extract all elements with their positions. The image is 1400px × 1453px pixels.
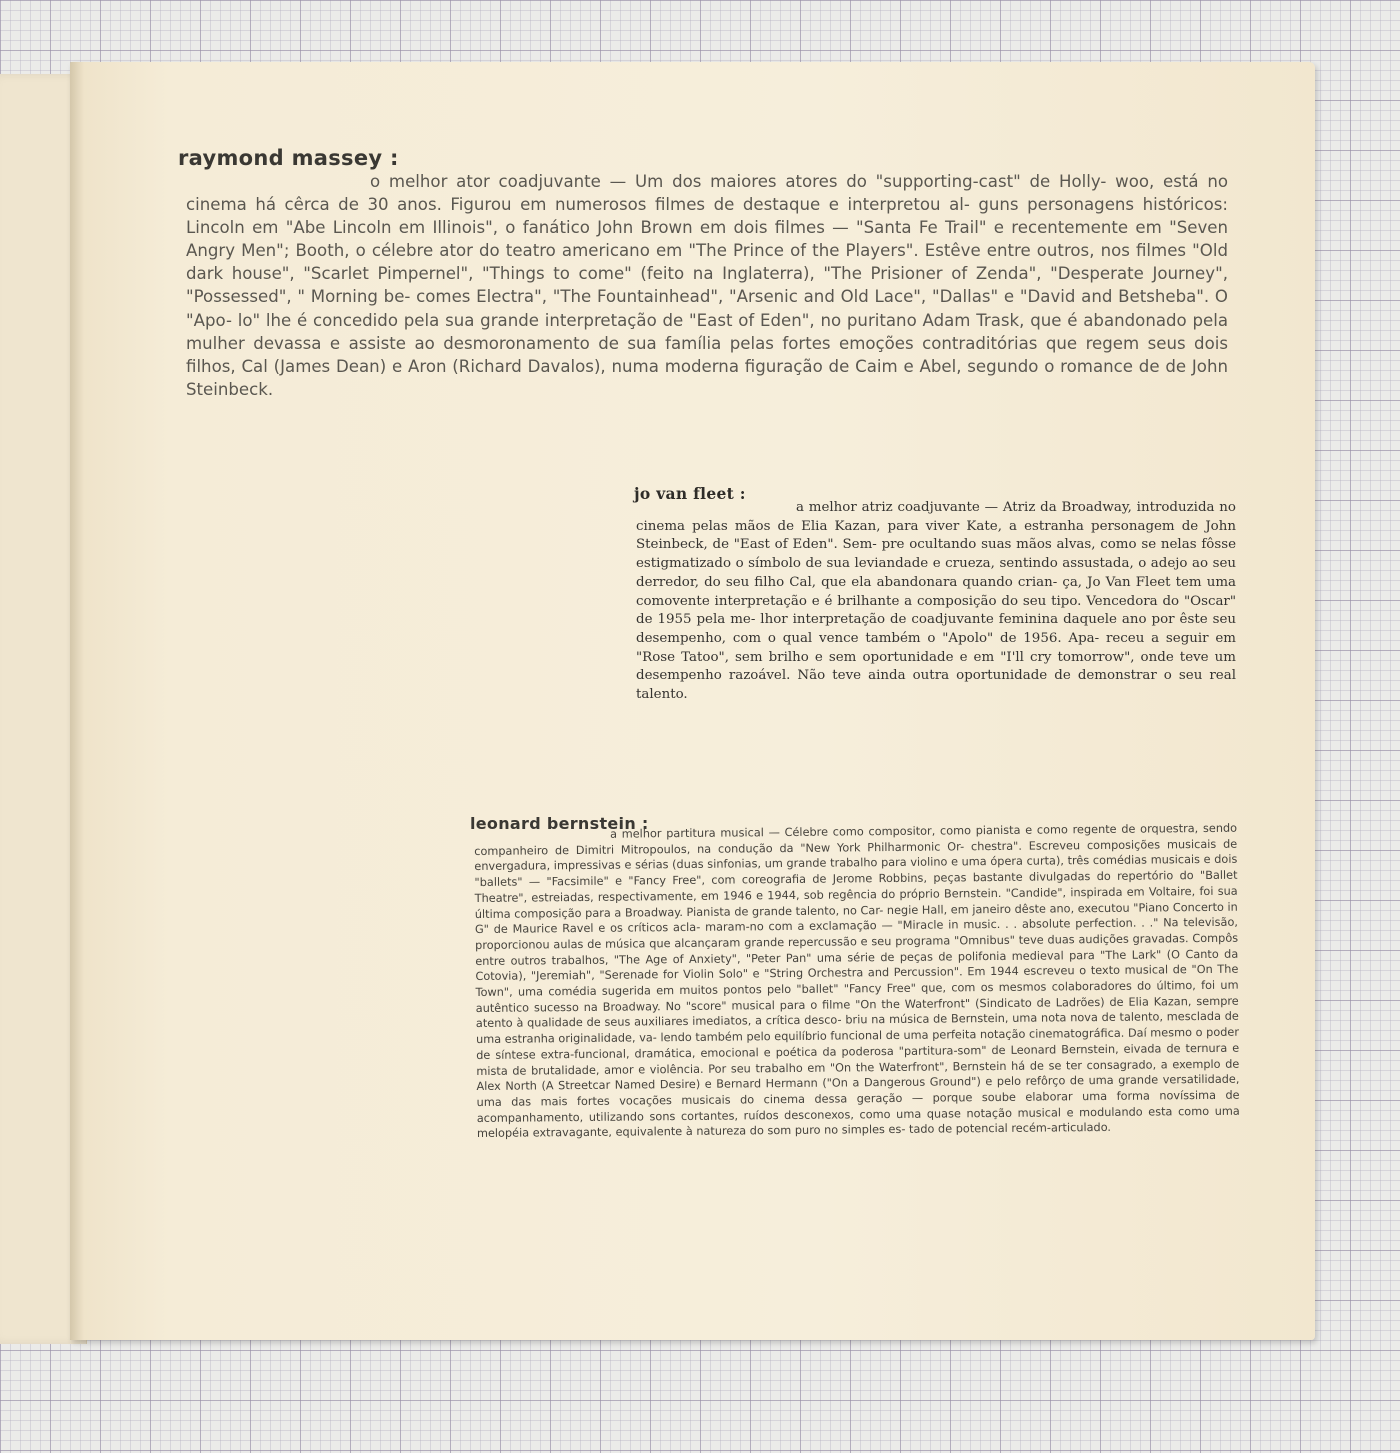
section-body-jo-van-fleet: a melhor atriz coadjuvante — Atriz da Broadway, introduzida no cinema pelas mãos de Elia Kazan, para viver Kate, a estranha personagem de John Steinbeck, de "East of Eden". Sem- pre ocultando suas mãos alvas, como se nelas fôsse estigmatizado o símbolo de sua leviandade e crueza, sentindo assustada, o adejo ao seu derredor, do seu filho Cal, que ela abandonara quando crian- ça, Jo Van Fleet tem uma comovente interpretação e é brilhante a composição do seu tipo. Vencedora do "Oscar" de 1955 pela me- lhor interpretação de coadjuvante feminina daquele ano por êste seu desempenho, com o qual vence também o "Apolo" de 1956. Apa- receu a seguir em "Rose Tatoo", sem brilho e sem oportunidade e em "I'll cry tomorrow", onde teve um desempenho razoável. Não teve ainda outra oportunidade de demonstrar o seu real talento. <box>636 500 1236 703</box>
page-fold-shadow <box>70 62 84 1340</box>
section-title-jo-van-fleet: jo van fleet : <box>634 484 746 503</box>
section-title-raymond-massey: raymond massey : <box>178 146 399 170</box>
section-body-raymond-massey: o melhor ator coadjuvante — Um dos maiores atores do "supporting-cast" de Holly- woo, está no cinema há cêrca de 30 anos. Figurou em numerosos filmes de destaque e interpretou al- guns personagens históricos: Lincoln em "Abe Lincoln em Illinois", o fanático John Brown em dois filmes — "Santa Fe Trail" e recentemente em "Seven Angry Men"; Booth, o célebre ator do teatro americano em "The Prince of the Players". Estêve entre outros, nos filmes "Old dark house", "Scarlet Pimpernel", "Things to come" (feito na Inglaterra), "The Prisioner of Zenda", "Desperate Journey", "Possessed", " Morning be- comes Electra", "The Fountainhead", "Arsenic and Old Lace", "Dallas" e "David and Betsheba". O "Apo- lo" lhe é concedido pela sua grande interpretação de "East of Eden", no puritano Adam Trask, que é abandonado pela mulher devassa e assiste ao desmoronamento de sua família pelas fortes emoções contraditórias que regem seus dois filhos, Cal (James Dean) e Aron (Richard Davalos), numa moderna figuração de Caim e Abel, segundo o romance de de John Steinbeck. <box>186 172 1228 399</box>
section-title-leonard-bernstein: leonard bernstein : <box>470 814 649 833</box>
section-body-leonard-bernstein: a melhor partitura musical — Célebre como compositor, como pianista e como regente de orquestra, sendo companheiro de Dimitri Mitropoulos, na condução da "New York Philharmonic Or- chestra". Escreveu composições musicais de envergadura, impressivas e sérias (duas sinfonias, um grande trabalho para violino e uma ópera curta), três comédias musicais e dois "ballets" — "Facsimile" e "Fancy Free", com coreografia de Jerome Robbins, peças bastante divulgadas do repertório do "Ballet Theatre", estreiadas, respectivamente, em 1946 e 1944, sob regência do próprio Bernstein. "Candide", inspirada em Voltaire, foi sua última composição para a Broadway. Pianista de grande talento, no Car- negie Hall, em janeiro dêste ano, executou "Piano Concerto in G" de Maurice Ravel e os críticos acla- maram-no com a exclamação — "Miracle in music. . . absolute perfection. . ." Na televisão, proporcionou aulas de música que alcançaram grande repercussão e seu programa "Omnibus" teve duas audições gravadas. Compôs entre outros trabalhos, "The Age of Anxiety", "Peter Pan" uma série de peças de polifonia medieval para "The Lark" (O Canto da Cotovia), "Jeremiah", "Serenade for Violin Solo" e "String Orchestra and Percussion". Em 1944 escreveu o texto musical de "On The Town", uma comédia sugerida em muitos pontos pelo "ballet" "Fancy Free" que, com os mesmos colaboradores do último, foi um autêntico sucesso na Broadway. No "score" musical para o filme "On the Waterfront" (Sindicato de Ladrões) de Elia Kazan, sempre atento à qualidade de seus auxiliares imediatos, a crítica desco- briu na música de Bernstein, uma nota nova de talento, mesclada de uma estranha originalidade, va- lendo também pelo equilíbrio funcional de uma perfeita notação cinematográfica. Daí mesmo o poder de síntese extra-funcional, dramática, emocional e poética da poderosa "partitura-som" de Leonard Bernstein, eivada de ternura e mista de brutalidade, amor e violência. Por seu trabalho em "On the Waterfront", Bernstein há de se ter consagrado, a exemplo de Alex North (A Streetcar Named Desire) e Bernard Hermann ("On a Dangerous Ground") e pelo refôrço de uma grande versatilidade, uma das mais fortes vocações musicais do cinema dessa geração — porque soube elaborar uma forma novíssima de acompanhamento, utilizando sons cortantes, ruídos desconexos, como uma quase notação musical e modulando esta como uma melopéia extravagante, equivalente à natureza do som puro no simples es- tado de potencial recém-articulado. <box>474 821 1240 1141</box>
